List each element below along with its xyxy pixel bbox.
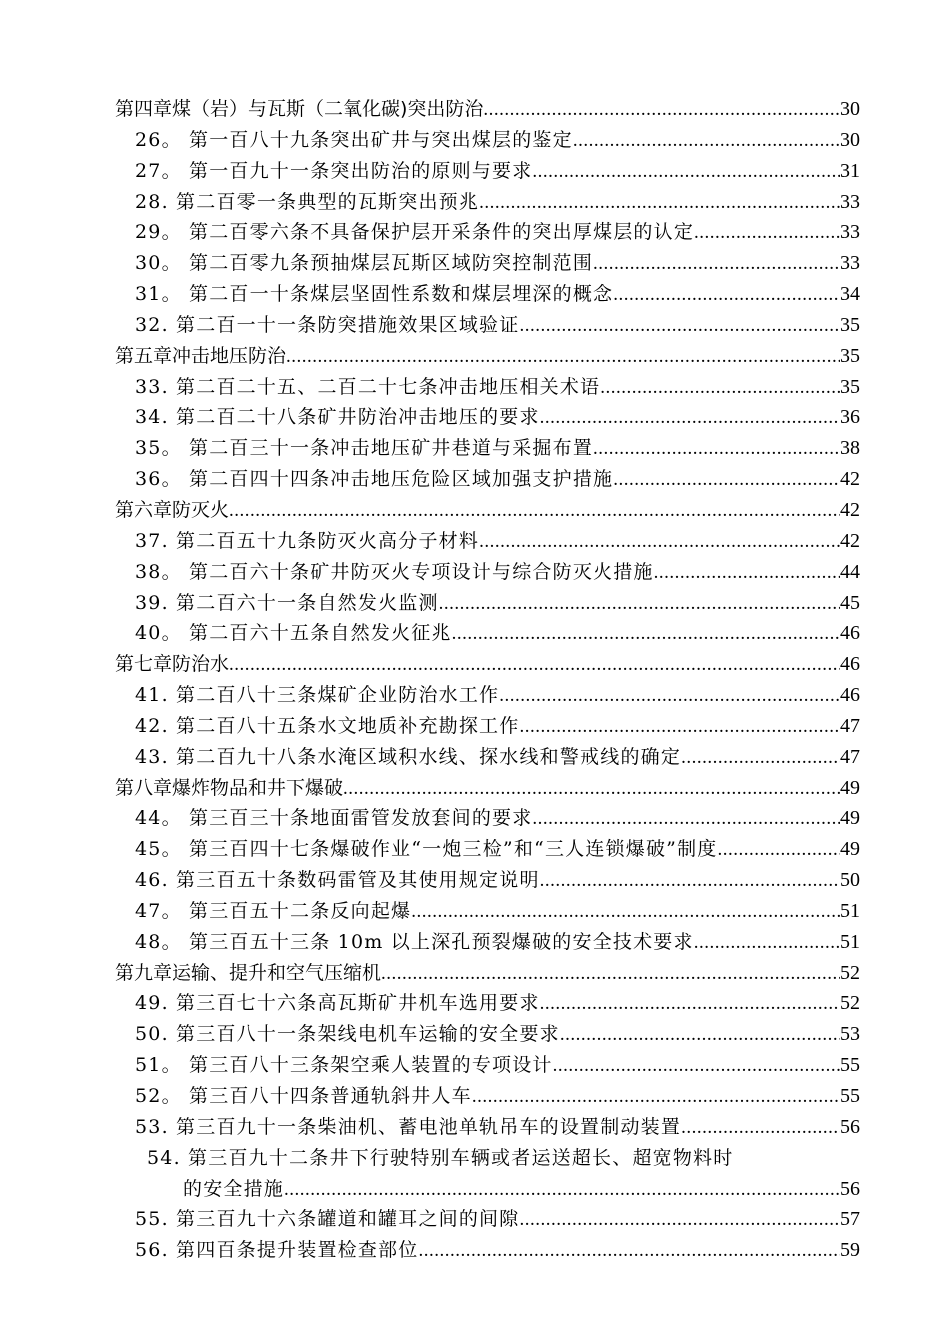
toc-chapter-title: 第八章爆炸物品和井下爆破 (115, 776, 344, 799)
dot-leader (593, 434, 840, 465)
toc-page-number: 30 (840, 98, 860, 120)
toc-entry[interactable] (115, 125, 860, 156)
toc-page-number: 55 (840, 1085, 860, 1107)
toc-chapter-title: 第七章防治水 (115, 653, 230, 676)
toc-chapter[interactable] (115, 341, 860, 372)
toc-entry-title: 43. 第二百九十八条水淹区域积水线、探水线和警戒线的确定 (135, 745, 682, 768)
toc-page-number: 33 (840, 252, 860, 275)
toc-entry[interactable] (115, 433, 860, 464)
dot-leader (439, 589, 840, 620)
toc-page-number: 49 (840, 838, 860, 861)
dot-leader (560, 1020, 840, 1051)
toc-page-number: 44 (840, 560, 860, 583)
dot-leader (654, 558, 840, 589)
toc-entry-title: 26。 第一百八十九条突出矿井与突出煤层的鉴定 (135, 128, 573, 151)
toc-page-number: 42 (840, 529, 860, 552)
toc-page-number: 36 (840, 406, 860, 429)
toc-entry[interactable] (115, 618, 860, 649)
toc-page-number: 52 (840, 992, 860, 1015)
toc-chapter[interactable] (115, 649, 860, 680)
toc-chapter[interactable] (115, 958, 860, 989)
dot-leader (532, 157, 840, 188)
toc-entry[interactable] (115, 526, 860, 557)
toc-page-number: 34 (840, 283, 860, 306)
toc-entry-title: 51。 第三百八十三条架空乘人装置的专项设计 (135, 1054, 553, 1077)
toc-entry-title: 56. 第四百条提升装置检查部位 (135, 1239, 419, 1262)
toc-chapter[interactable] (115, 773, 860, 804)
toc-page-number: 51 (840, 899, 860, 922)
toc-entry[interactable] (115, 279, 860, 310)
toc-entry-title: 34. 第二百二十八条矿井防治冲击地压的要求 (135, 406, 540, 429)
toc-entry[interactable] (115, 1019, 860, 1050)
dot-leader (540, 403, 840, 434)
toc-entry[interactable] (115, 711, 860, 742)
dot-leader (229, 496, 840, 527)
dot-leader (717, 835, 840, 866)
toc-page-number: 59 (840, 1239, 860, 1262)
dot-leader (573, 126, 840, 157)
toc-page-number: 56 (840, 1115, 860, 1138)
toc-entry-title: 33. 第二百二十五、二百二十七条冲击地压相关术语 (135, 375, 601, 398)
toc-entry-title: 28. 第二百零一条典型的瓦斯突出预兆 (135, 190, 480, 213)
toc-entry[interactable] (115, 1112, 860, 1143)
toc-page-number: 46 (840, 684, 860, 707)
toc-page-number: 38 (840, 437, 860, 460)
toc-entry-title: 53. 第三百九十一条柴油机、蓄电池单轨吊车的设置制动装置 (135, 1115, 682, 1138)
toc-page-number: 35 (840, 375, 860, 398)
toc-page-number: 51 (840, 930, 860, 953)
toc-entry-title: 40。 第二百六十五条自然发火征兆 (135, 622, 452, 645)
dot-leader (613, 465, 840, 496)
dot-leader (286, 342, 840, 373)
toc-entry[interactable] (115, 896, 860, 927)
dot-leader (483, 95, 840, 126)
toc-entry[interactable] (115, 1050, 860, 1081)
toc-page-number: 45 (840, 591, 860, 614)
toc-chapter-title: 第五章冲击地压防治 (115, 344, 287, 367)
toc-entry-title: 38。 第二百六十条矿井防灭火专项设计与综合防灭火措施 (135, 560, 654, 583)
dot-leader (418, 1236, 840, 1267)
toc-page-number: 33 (840, 221, 860, 244)
toc-entry-title: 42. 第二百八十五条水文地质补充勘探工作 (135, 714, 520, 737)
dot-leader (540, 989, 840, 1020)
table-of-contents (115, 94, 860, 1266)
toc-page-number: 57 (840, 1208, 860, 1231)
toc-entry-title: 50. 第三百八十一条架线电机车运输的安全要求 (135, 1023, 560, 1046)
toc-entry-title: 41. 第二百八十三条煤矿企业防治水工作 (135, 684, 500, 707)
toc-entry[interactable] (115, 557, 860, 588)
toc-page-number: 35 (840, 313, 860, 336)
dot-leader (343, 774, 840, 805)
toc-chapter-title: 第九章运输、提升和空气压缩机 (115, 961, 382, 984)
dot-leader (452, 619, 840, 650)
toc-page-number: 47 (840, 745, 860, 768)
toc-chapter[interactable] (115, 94, 860, 125)
toc-entry-title: 39. 第二百六十一条自然发火监测 (135, 591, 439, 614)
dot-leader (472, 1082, 840, 1113)
toc-page-number: 30 (840, 128, 860, 151)
toc-entry[interactable] (115, 742, 860, 773)
toc-entry-title: 32. 第二百一十一条防突措施效果区域验证 (135, 313, 520, 336)
dot-leader (519, 1205, 840, 1236)
dot-leader (681, 743, 840, 774)
dot-leader (532, 804, 840, 835)
toc-page-number: 52 (840, 961, 860, 984)
toc-entry-title: 46. 第三百五十条数码雷管及其使用规定说明 (135, 869, 540, 892)
toc-page-number: 42 (840, 468, 860, 491)
toc-entry-title: 27。 第一百九十一条突出防治的原则与要求 (135, 159, 533, 182)
toc-entry-title: 31。 第二百一十条煤层坚固性系数和煤层埋深的概念 (135, 283, 614, 306)
dot-leader (519, 712, 840, 743)
toc-entry-title: 49. 第三百七十六条高瓦斯矿井机车选用要求 (135, 992, 540, 1015)
toc-entry-title: 44。 第三百三十条地面雷管发放套间的要求 (135, 807, 533, 830)
dot-leader (381, 959, 840, 990)
toc-entry[interactable] (115, 187, 860, 218)
toc-entry[interactable] (115, 464, 860, 495)
toc-entry[interactable] (115, 156, 860, 187)
dot-leader (600, 373, 840, 404)
dot-leader (553, 1051, 840, 1082)
toc-entry[interactable] (115, 803, 860, 834)
toc-entry-title: 35。 第二百三十一条冲击地压矿井巷道与采掘布置 (135, 437, 594, 460)
toc-entry-title: 55. 第三百九十六条罐道和罐耳之间的间隙 (135, 1208, 520, 1231)
toc-entry[interactable] (115, 1204, 860, 1235)
toc-page-number: 53 (840, 1023, 860, 1046)
dot-leader (519, 311, 840, 342)
toc-chapter-title: 第四章煤（岩）与瓦斯（二氧化碳)突出防治 (115, 98, 484, 120)
toc-page-number: 42 (840, 498, 860, 521)
dot-leader (479, 188, 840, 219)
toc-entry[interactable] (115, 927, 860, 958)
toc-page-number: 33 (840, 190, 860, 213)
toc-entry[interactable] (115, 310, 860, 341)
toc-page-number: 46 (840, 622, 860, 645)
toc-entry[interactable] (115, 1174, 860, 1205)
toc-entry-title-continued: 的安全措施 (183, 1177, 285, 1200)
toc-page-number: 47 (840, 714, 860, 737)
toc-entry[interactable] (115, 834, 860, 865)
toc-entry-title: 29。 第二百零六条不具备保护层开采条件的突出厚煤层的认定 (135, 221, 695, 244)
toc-entry[interactable] (115, 1235, 860, 1266)
toc-page-number: 35 (840, 344, 860, 367)
toc-page-number: 55 (840, 1054, 860, 1077)
dot-leader (540, 866, 840, 897)
toc-entry[interactable] (115, 248, 860, 279)
toc-entry[interactable] (115, 1081, 860, 1112)
dot-leader (499, 681, 840, 712)
toc-entry-title: 45。 第三百四十七条爆破作业“一炮三检”和“三人连锁爆破”制度 (135, 838, 718, 861)
dot-leader (479, 527, 840, 558)
toc-entry-title: 54. 第三百九十二条井下行驶特别车辆或者运送超长、超宽物料时 (147, 1146, 734, 1169)
toc-entry-title: 37. 第二百五十九条防灭火高分子材料 (135, 529, 480, 552)
toc-entry[interactable] (115, 988, 860, 1019)
dot-leader (694, 218, 840, 249)
toc-entry[interactable] (115, 402, 860, 433)
toc-entry-line[interactable] (115, 1143, 860, 1174)
dot-leader (593, 249, 840, 280)
dot-leader (694, 928, 840, 959)
toc-entry[interactable] (115, 372, 860, 403)
toc-page-number: 50 (840, 869, 860, 892)
toc-page-number: 46 (840, 653, 860, 676)
toc-entry[interactable] (115, 217, 860, 248)
toc-chapter-title: 第六章防灭火 (115, 498, 230, 521)
toc-page-number: 49 (840, 776, 860, 799)
dot-leader (411, 897, 840, 928)
dot-leader (681, 1113, 840, 1144)
toc-page-number: 31 (840, 159, 860, 182)
dot-leader (229, 650, 840, 681)
toc-entry-title: 48。 第三百五十三条 10m 以上深孔预裂爆破的安全技术要求 (135, 930, 694, 953)
toc-entry-title: 52。 第三百八十四条普通轨斜井人车 (135, 1085, 472, 1107)
toc-entry-title: 36。 第二百四十四条冲击地压危险区域加强支护措施 (135, 468, 614, 491)
toc-entry-title: 47。 第三百五十二条反向起爆 (135, 899, 412, 922)
dot-leader (284, 1175, 840, 1206)
toc-entry[interactable] (115, 680, 860, 711)
dot-leader (613, 280, 840, 311)
toc-entry[interactable] (115, 588, 860, 619)
toc-page-number: 49 (840, 807, 860, 830)
toc-entry-title: 30。 第二百零九条预抽煤层瓦斯区域防突控制范围 (135, 252, 594, 275)
toc-entry[interactable] (115, 865, 860, 896)
toc-chapter[interactable] (115, 495, 860, 526)
toc-page-number: 56 (840, 1177, 860, 1200)
